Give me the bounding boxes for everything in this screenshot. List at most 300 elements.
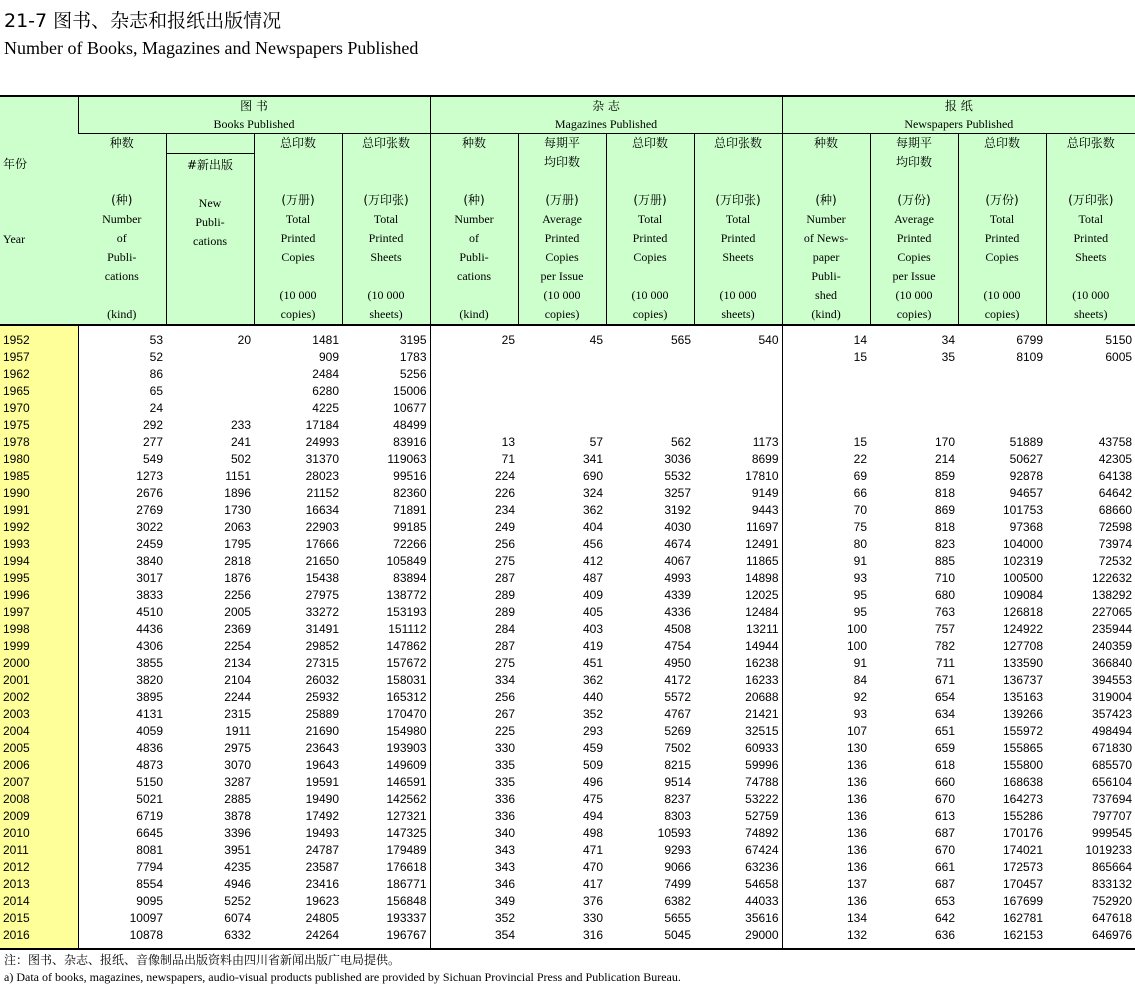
data-cell: 5045 [606,927,694,949]
year-cell: 2010 [0,825,78,842]
data-cell: 59996 [694,757,782,774]
table-row [0,536,1135,553]
data-cell: 9514 [664,775,692,789]
col-label-en: Publi- [107,250,137,264]
year-cell: 1999 [0,638,78,655]
data-cell: 498 [582,826,604,840]
year-cell: 2008 [0,791,78,808]
data-cell: 343 [494,860,516,874]
col-label-en: shed [815,288,838,302]
data-cell: 8554 [136,877,163,891]
data-cell: 865664 [1092,860,1133,874]
col-label-cn: 总印张数 [362,136,411,150]
data-cell [166,349,254,366]
year-cell: 2000 [0,655,78,672]
data-cell: 1795 [224,537,251,551]
data-cell: 275 [494,656,516,670]
data-cell: 19643 [305,758,339,772]
data-cell: 502 [230,452,251,466]
data-cell: 3820 [136,673,163,687]
data-cell [782,383,870,400]
data-cell [430,417,518,434]
data-cell: 3070 [224,758,251,772]
data-cell: 136 [847,826,868,840]
data-cell: 17492 [305,809,339,823]
col-label-en: Publi- [459,250,489,264]
data-cell: 26032 [305,673,339,687]
data-cell: 352 [582,707,604,721]
data-cell: 9293 [664,843,692,857]
col-label-en: Total [373,212,399,226]
data-cell: 15 [853,435,868,449]
col-unit-en: sheets) [721,307,755,321]
data-cell [782,400,870,417]
data-cell: 12491 [694,536,782,553]
statistics-table [0,95,1135,950]
data-cell: 126818 [1002,605,1044,619]
col-unit-en: (kind) [811,307,841,321]
data-cell: 2244 [224,690,251,704]
data-cell: 52759 [694,808,782,825]
data-cell: 154980 [342,723,430,740]
data-cell: 293 [582,724,604,738]
col-header-books-kinds [78,134,166,326]
year-cell: 1985 [0,468,78,485]
data-cell: 127321 [342,808,430,825]
data-cell: 653 [935,894,956,908]
data-cell: 17810 [694,468,782,485]
data-cell: 170457 [1002,877,1044,891]
data-cell: 642 [935,911,956,925]
data-cell: 147325 [342,825,430,842]
data-cell: 671 [935,673,956,687]
data-cell: 27975 [305,588,339,602]
data-cell: 100500 [1002,571,1044,585]
col-header-magazines-sheets [694,134,782,326]
col-label-en: Printed [368,231,404,245]
year-cell: 1994 [0,553,78,570]
data-cell [606,400,694,417]
data-cell: 1151 [225,469,251,483]
data-cell: 34 [941,333,956,347]
data-cell: 394553 [1092,673,1133,687]
data-cell: 35616 [694,910,782,927]
data-cell: 8081 [136,843,163,857]
data-cell: 711 [935,656,956,670]
data-cell: 6645 [136,826,163,840]
data-cell: 95 [853,588,868,602]
page-title-cn: 21-7 图书、杂志和报纸出版情况 [4,10,282,32]
data-cell: 174021 [1002,843,1044,857]
table-row [0,910,1135,927]
data-cell: 45 [589,333,604,347]
data-cell: 2104 [224,673,251,687]
data-cell: 93 [853,707,868,721]
data-cell: 277 [142,435,163,449]
data-cell: 27315 [305,656,339,670]
data-cell: 661 [935,860,956,874]
data-cell: 193903 [342,740,430,757]
data-cell: 186771 [342,876,430,893]
data-cell: 67424 [694,842,782,859]
data-cell: 4767 [664,707,692,721]
year-header-cn: 年份 [3,157,28,171]
data-cell [782,417,870,434]
data-cell: 324 [582,486,604,500]
data-cell: 33272 [305,605,339,619]
data-cell: 376 [582,894,604,908]
data-cell: 289 [494,588,516,602]
data-cell [958,366,1046,383]
data-cell: 42305 [1098,452,1133,466]
data-cell: 92 [853,690,868,704]
data-cell: 412 [582,554,604,568]
col-unit-cn: (万份) [985,193,1019,207]
col-header-newspapers-sheets [1046,134,1135,326]
data-cell: 138292 [1092,588,1133,602]
data-cell: 1911 [225,724,251,738]
data-cell: 84 [853,673,868,687]
data-cell: 685570 [1092,758,1133,772]
data-cell: 138772 [342,587,430,604]
table-row [0,774,1135,791]
data-cell: 146591 [342,774,430,791]
data-cell: 340 [494,826,516,840]
data-cell: 509 [582,758,604,772]
data-cell: 659 [935,741,956,755]
data-cell: 23587 [305,860,339,874]
table-row [0,808,1135,825]
data-cell: 15006 [342,383,430,400]
data-cell: 10677 [342,400,430,417]
col-unit-cn: (万印张) [1068,193,1114,207]
data-cell [606,366,694,383]
data-cell: 156848 [342,893,430,910]
data-cell: 53 [149,333,163,347]
data-cell: 136 [847,809,868,823]
year-cell: 2001 [0,672,78,689]
data-cell: 71891 [342,502,430,519]
data-cell: 136 [847,860,868,874]
footnote-en: a) Data of books, magazines, newspapers, audio-visual products published are provided by Sichuan Provincial Press and Publication Bureau. [4,970,681,984]
data-cell: 170176 [1002,826,1044,840]
data-cell: 4067 [664,554,692,568]
data-cell: 162781 [1002,911,1044,925]
data-cell: 618 [935,758,956,772]
data-cell: 833132 [1092,877,1133,891]
data-cell: 2769 [136,503,163,517]
data-cell: 670 [935,792,956,806]
data-cell: 656104 [1092,775,1133,789]
data-cell: 540 [694,325,782,349]
data-cell [694,349,782,366]
data-cell: 25889 [305,707,339,721]
data-cell: 134 [847,911,868,925]
year-cell: 1980 [0,451,78,468]
col-unit-en: sheets) [369,307,403,321]
data-cell: 823 [935,537,956,551]
table-row [0,689,1135,706]
data-cell [166,366,254,383]
data-cell: 21690 [305,724,339,738]
data-cell: 1876 [224,571,251,585]
data-cell: 136 [847,758,868,772]
table-row [0,383,1135,400]
data-cell: 24993 [305,435,339,449]
data-cell: 7794 [136,860,163,874]
data-cell: 3855 [136,656,163,670]
col-label-cn: 种数 [814,136,839,150]
year-cell: 1975 [0,417,78,434]
data-cell: 75 [853,520,868,534]
col-header-magazines-kinds [430,134,518,326]
data-cell: 346 [494,877,516,891]
data-cell: 757 [935,622,956,636]
table-row [0,468,1135,485]
data-cell: 1273 [136,469,163,483]
col-header-newspapers-kinds [782,134,870,326]
col-label-en: Copies [281,250,315,264]
data-cell: 4339 [664,588,692,602]
data-cell: 419 [582,639,604,653]
col-label-en: Copies [633,250,667,264]
data-cell: 335 [494,758,516,772]
data-cell: 50627 [1009,452,1044,466]
data-cell: 1481 [312,333,339,347]
year-cell: 1965 [0,383,78,400]
data-cell: 487 [582,571,604,585]
col-label-cn: 均印数 [544,155,581,169]
data-cell: 4306 [136,639,163,653]
data-cell: 16634 [305,503,339,517]
data-cell: 227065 [1092,605,1133,619]
group-magazines-en: Magazines Published [554,117,658,131]
data-cell: 241 [230,435,251,449]
data-cell: 151112 [342,621,430,638]
data-cell: 91 [853,656,868,670]
year-cell: 1957 [0,349,78,366]
data-cell: 6280 [312,384,339,398]
data-cell: 24264 [254,927,342,949]
col-unit-cn: (万印张) [363,193,409,207]
data-cell: 6382 [664,894,692,908]
data-cell: 94657 [1009,486,1044,500]
data-cell: 21421 [694,706,782,723]
data-cell: 4131 [136,707,163,721]
data-cell: 147862 [342,638,430,655]
col-unit-cn: (种) [111,193,133,207]
data-cell: 83916 [342,434,430,451]
data-cell [1046,400,1135,417]
col-unit-en: copies) [544,307,580,321]
col-header-newspapers-avg [870,134,958,326]
data-cell: 20 [237,333,251,347]
data-cell: 287 [494,639,516,653]
data-cell: 15 [853,350,868,364]
table-row [0,723,1135,740]
data-cell: 6719 [136,809,163,823]
data-cell: 136 [847,843,868,857]
data-cell: 6332 [166,927,254,949]
data-cell: 3195 [342,325,430,349]
data-cell: 13211 [694,621,782,638]
data-cell: 343 [494,843,516,857]
data-cell: 4436 [136,622,163,636]
data-cell: 562 [670,435,692,449]
data-cell: 19493 [305,826,339,840]
col-label-en: Printed [984,231,1020,245]
data-cell: 349 [494,894,516,908]
data-cell: 155800 [1002,758,1044,772]
col-unit-cn: (种) [815,193,837,207]
data-cell: 136 [847,792,868,806]
data-cell: 69 [853,469,868,483]
col-label-en: of [469,231,480,245]
data-cell: 65 [149,384,163,398]
data-cell: 8109 [1016,350,1044,364]
data-cell: 2459 [136,537,163,551]
data-cell: 19591 [305,775,339,789]
year-cell: 1970 [0,400,78,417]
data-cell: 869 [935,503,956,517]
data-cell: 93 [853,571,868,585]
col-unit-en: copies) [896,307,932,321]
data-cell: 292 [142,418,163,432]
data-cell: 72598 [1098,520,1133,534]
page-title-en: Number of Books, Magazines and Newspapers Published [4,38,419,58]
data-cell: 2005 [224,605,251,619]
data-cell: 289 [494,605,516,619]
data-cell: 139266 [1002,707,1044,721]
data-cell: 909 [318,350,339,364]
col-label-cn: 总印数 [632,136,669,150]
data-cell: 613 [935,809,956,823]
data-cell: 404 [582,520,604,534]
data-cell: 155865 [1002,741,1044,755]
data-cell: 57 [589,435,604,449]
data-cell: 21650 [305,554,339,568]
col-label-en: Total [637,212,663,226]
data-cell: 109084 [1002,588,1044,602]
data-cell [782,366,870,383]
data-cell: 29852 [305,639,339,653]
data-cell: 196767 [342,927,430,949]
col-label-en: Total [725,212,751,226]
data-cell: 687 [935,826,956,840]
col-label-en: Publi- [195,215,225,229]
col-unit-en: copies) [280,307,316,321]
table-row [0,876,1135,893]
data-cell: 149609 [342,757,430,774]
data-cell: 99516 [342,468,430,485]
data-cell: 101753 [1002,503,1044,517]
table-row [0,325,1135,349]
col-label-cn: 总印数 [279,136,316,150]
data-cell: 104000 [1002,537,1044,551]
data-cell: 287 [494,571,516,585]
table-row [0,859,1135,876]
data-cell: 8303 [664,809,692,823]
data-cell: 31491 [305,622,339,636]
data-cell: 165312 [342,689,430,706]
table-row [0,638,1135,655]
table-row [0,655,1135,672]
data-cell: 168638 [1002,775,1044,789]
data-cell: 23416 [305,877,339,891]
data-cell: 51889 [1009,435,1044,449]
data-cell: 4225 [312,401,339,415]
data-cell: 43758 [1098,435,1133,449]
col-label-en: Publi- [811,269,841,283]
data-cell: 4674 [664,537,692,551]
data-cell: 409 [582,588,604,602]
data-cell [870,366,958,383]
data-cell: 5572 [664,690,692,704]
data-cell: 336 [494,792,516,806]
data-cell: 3396 [224,826,251,840]
data-cell: 164273 [1002,792,1044,806]
year-cell: 2013 [0,876,78,893]
year-cell: 1996 [0,587,78,604]
data-cell: 5150 [136,775,163,789]
data-cell [694,366,782,383]
data-cell: 4873 [136,758,163,772]
data-cell: 362 [582,503,604,517]
data-cell: 83894 [342,570,430,587]
table-row [0,791,1135,808]
data-cell: 687 [935,877,956,891]
data-cell: 1173 [694,434,782,451]
data-cell: 8699 [694,451,782,468]
data-cell: 136 [847,894,868,908]
data-cell: 4235 [224,860,251,874]
col-label-en: per Issue [892,269,936,283]
data-cell: 3878 [224,809,251,823]
data-cell: 680 [935,588,956,602]
data-cell [518,417,606,434]
data-cell: 179489 [342,842,430,859]
data-cell: 885 [935,554,956,568]
data-cell: 17184 [305,418,339,432]
col-label-en: Number [454,212,494,226]
data-cell [958,417,1046,434]
col-label-cn: 种数 [109,136,134,150]
year-cell: 2005 [0,740,78,757]
col-label-en: Sheets [1075,250,1107,264]
data-cell: 782 [935,639,956,653]
data-cell: 471 [582,843,604,857]
data-cell: 102319 [1002,554,1044,568]
table-row [0,451,1135,468]
data-cell: 100 [847,622,868,636]
year-cell: 1995 [0,570,78,587]
data-cell: 224 [494,469,516,483]
data-cell: 167699 [1002,894,1044,908]
data-cell: 234 [494,503,516,517]
data-cell: 10097 [129,911,163,925]
group-header-newspapers [782,96,1135,134]
data-cell: 752920 [1092,894,1133,908]
col-label-en: of [116,231,127,245]
data-cell: 6799 [1016,333,1044,347]
data-cell [606,349,694,366]
table-row [0,621,1135,638]
data-cell: 2134 [224,656,251,670]
data-cell [166,383,254,400]
data-cell: 105849 [342,553,430,570]
data-cell: 193337 [342,910,430,927]
data-cell: 153193 [342,604,430,621]
